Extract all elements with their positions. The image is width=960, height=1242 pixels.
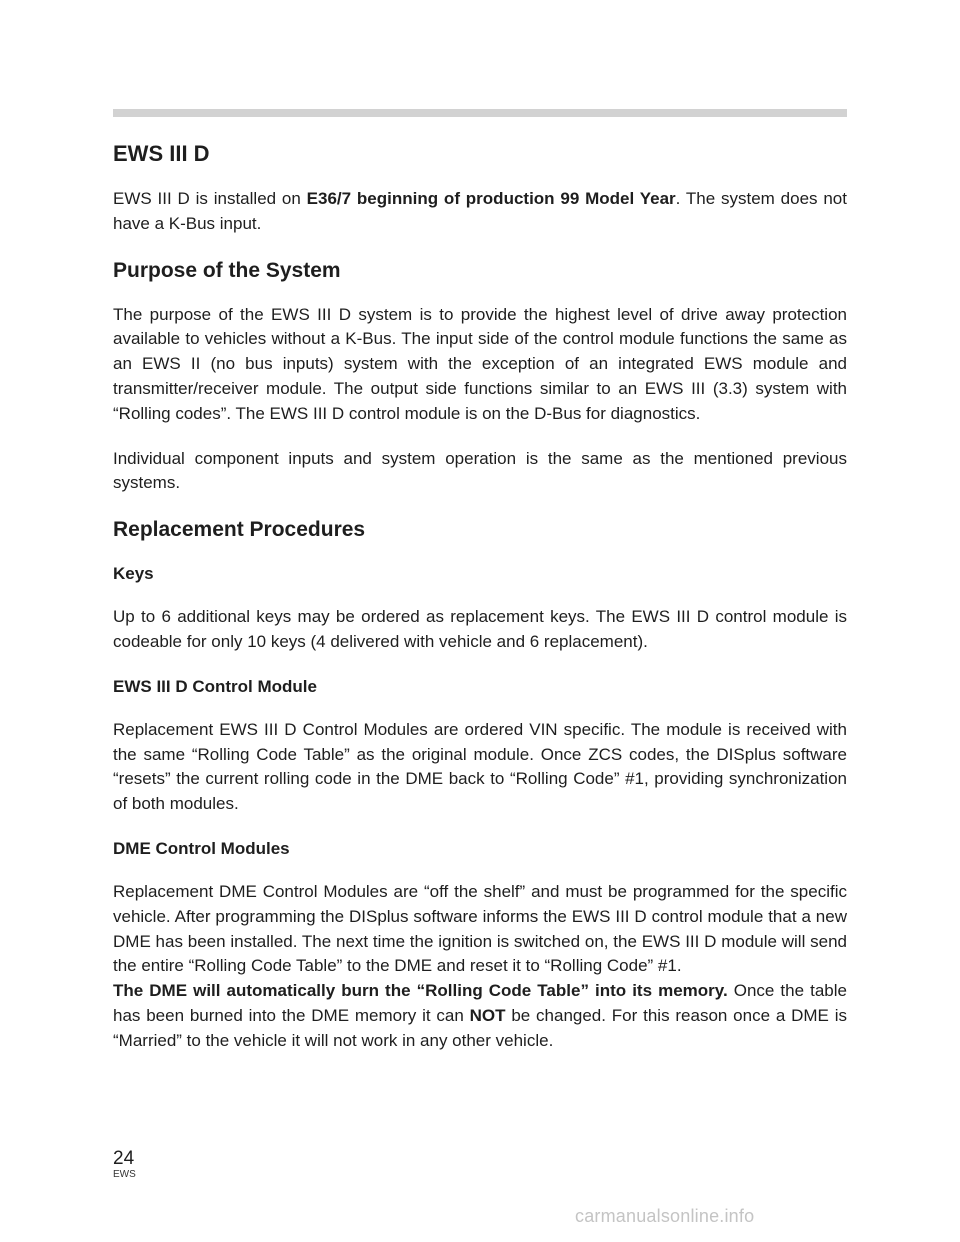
- intro-bold-text: E36/7 beginning of production 99 Model Year: [306, 189, 676, 208]
- keys-heading: Keys: [113, 564, 154, 584]
- purpose-paragraph-2: Individual component inputs and system operation is the same as the mentioned previous systems.: [113, 448, 847, 493]
- page-title: EWS III D: [113, 141, 210, 166]
- replacement-heading: Replacement Procedures: [113, 518, 366, 542]
- top-divider: [113, 109, 847, 117]
- keys-paragraph: Up to 6 additional keys may be ordered as replacement keys. The EWS III D control module is codeable for only 10 keys (4 delivered with vehicle and 6 replacement).: [113, 607, 847, 651]
- purpose-heading: Purpose of the System: [113, 258, 341, 282]
- page-footer: [113, 1149, 136, 1181]
- dme-memory-paragraph: The DME will automatically burn the “Rolling Code Table” into its memory. Once the table has been burned into the DME memory it can NOT be changed. For this reason once a DME is “Married” to the vehicle it will not work in any other vehicle.: [113, 981, 847, 1050]
- page-content: [113, 140, 847, 1074]
- purpose-paragraph-1: The purpose of the EWS III D system is to provide the highest level of drive away protection available to vehicles without a K-Bus. The input side of the control module functions the same as an EWS II (no bus inputs) system with the exception of an integrated EWS module and transmitter/receiver module. The output side functions similar to an EWS III (3.3) system with “Rolling codes”. The EWS III D control module is on the D-Bus for diagnostics.: [113, 304, 847, 423]
- dme-heading: DME Control Modules: [113, 838, 290, 858]
- watermark: carmanualsonline.info: [575, 1206, 755, 1226]
- footer-label: EWS: [113, 1169, 136, 1180]
- control-module-paragraph: Replacement EWS III D Control Modules are ordered VIN specific. The module is received with the same “Rolling Code Table” as the original module. Once ZCS codes, the DISplus software “resets” the current rolling code in the DME back to “Rolling Code” #1, providing synchronization of both modules.: [113, 719, 847, 814]
- not-emphasis: NOT: [469, 1005, 506, 1025]
- page-number: 24: [113, 1148, 135, 1169]
- dme-bold-statement: The DME will automatically burn the “Rolling Code Table” into its memory.: [113, 981, 728, 1001]
- dme-paragraph: Replacement DME Control Modules are “off the shelf” and must be programmed for the specific vehicle. After programming the DISplus software informs the EWS III D control module that a new DME has been installed. The next time the ignition is switched on, the EWS III D module will send the entire “Rolling Code Table” to the DME and reset it to “Rolling Code” #1.: [113, 881, 847, 976]
- intro-paragraph: EWS III D is installed on E36/7 beginning of production 99 Model Year. The system does not have a K-Bus input.: [113, 189, 847, 233]
- control-module-heading: EWS III D Control Module: [113, 676, 317, 696]
